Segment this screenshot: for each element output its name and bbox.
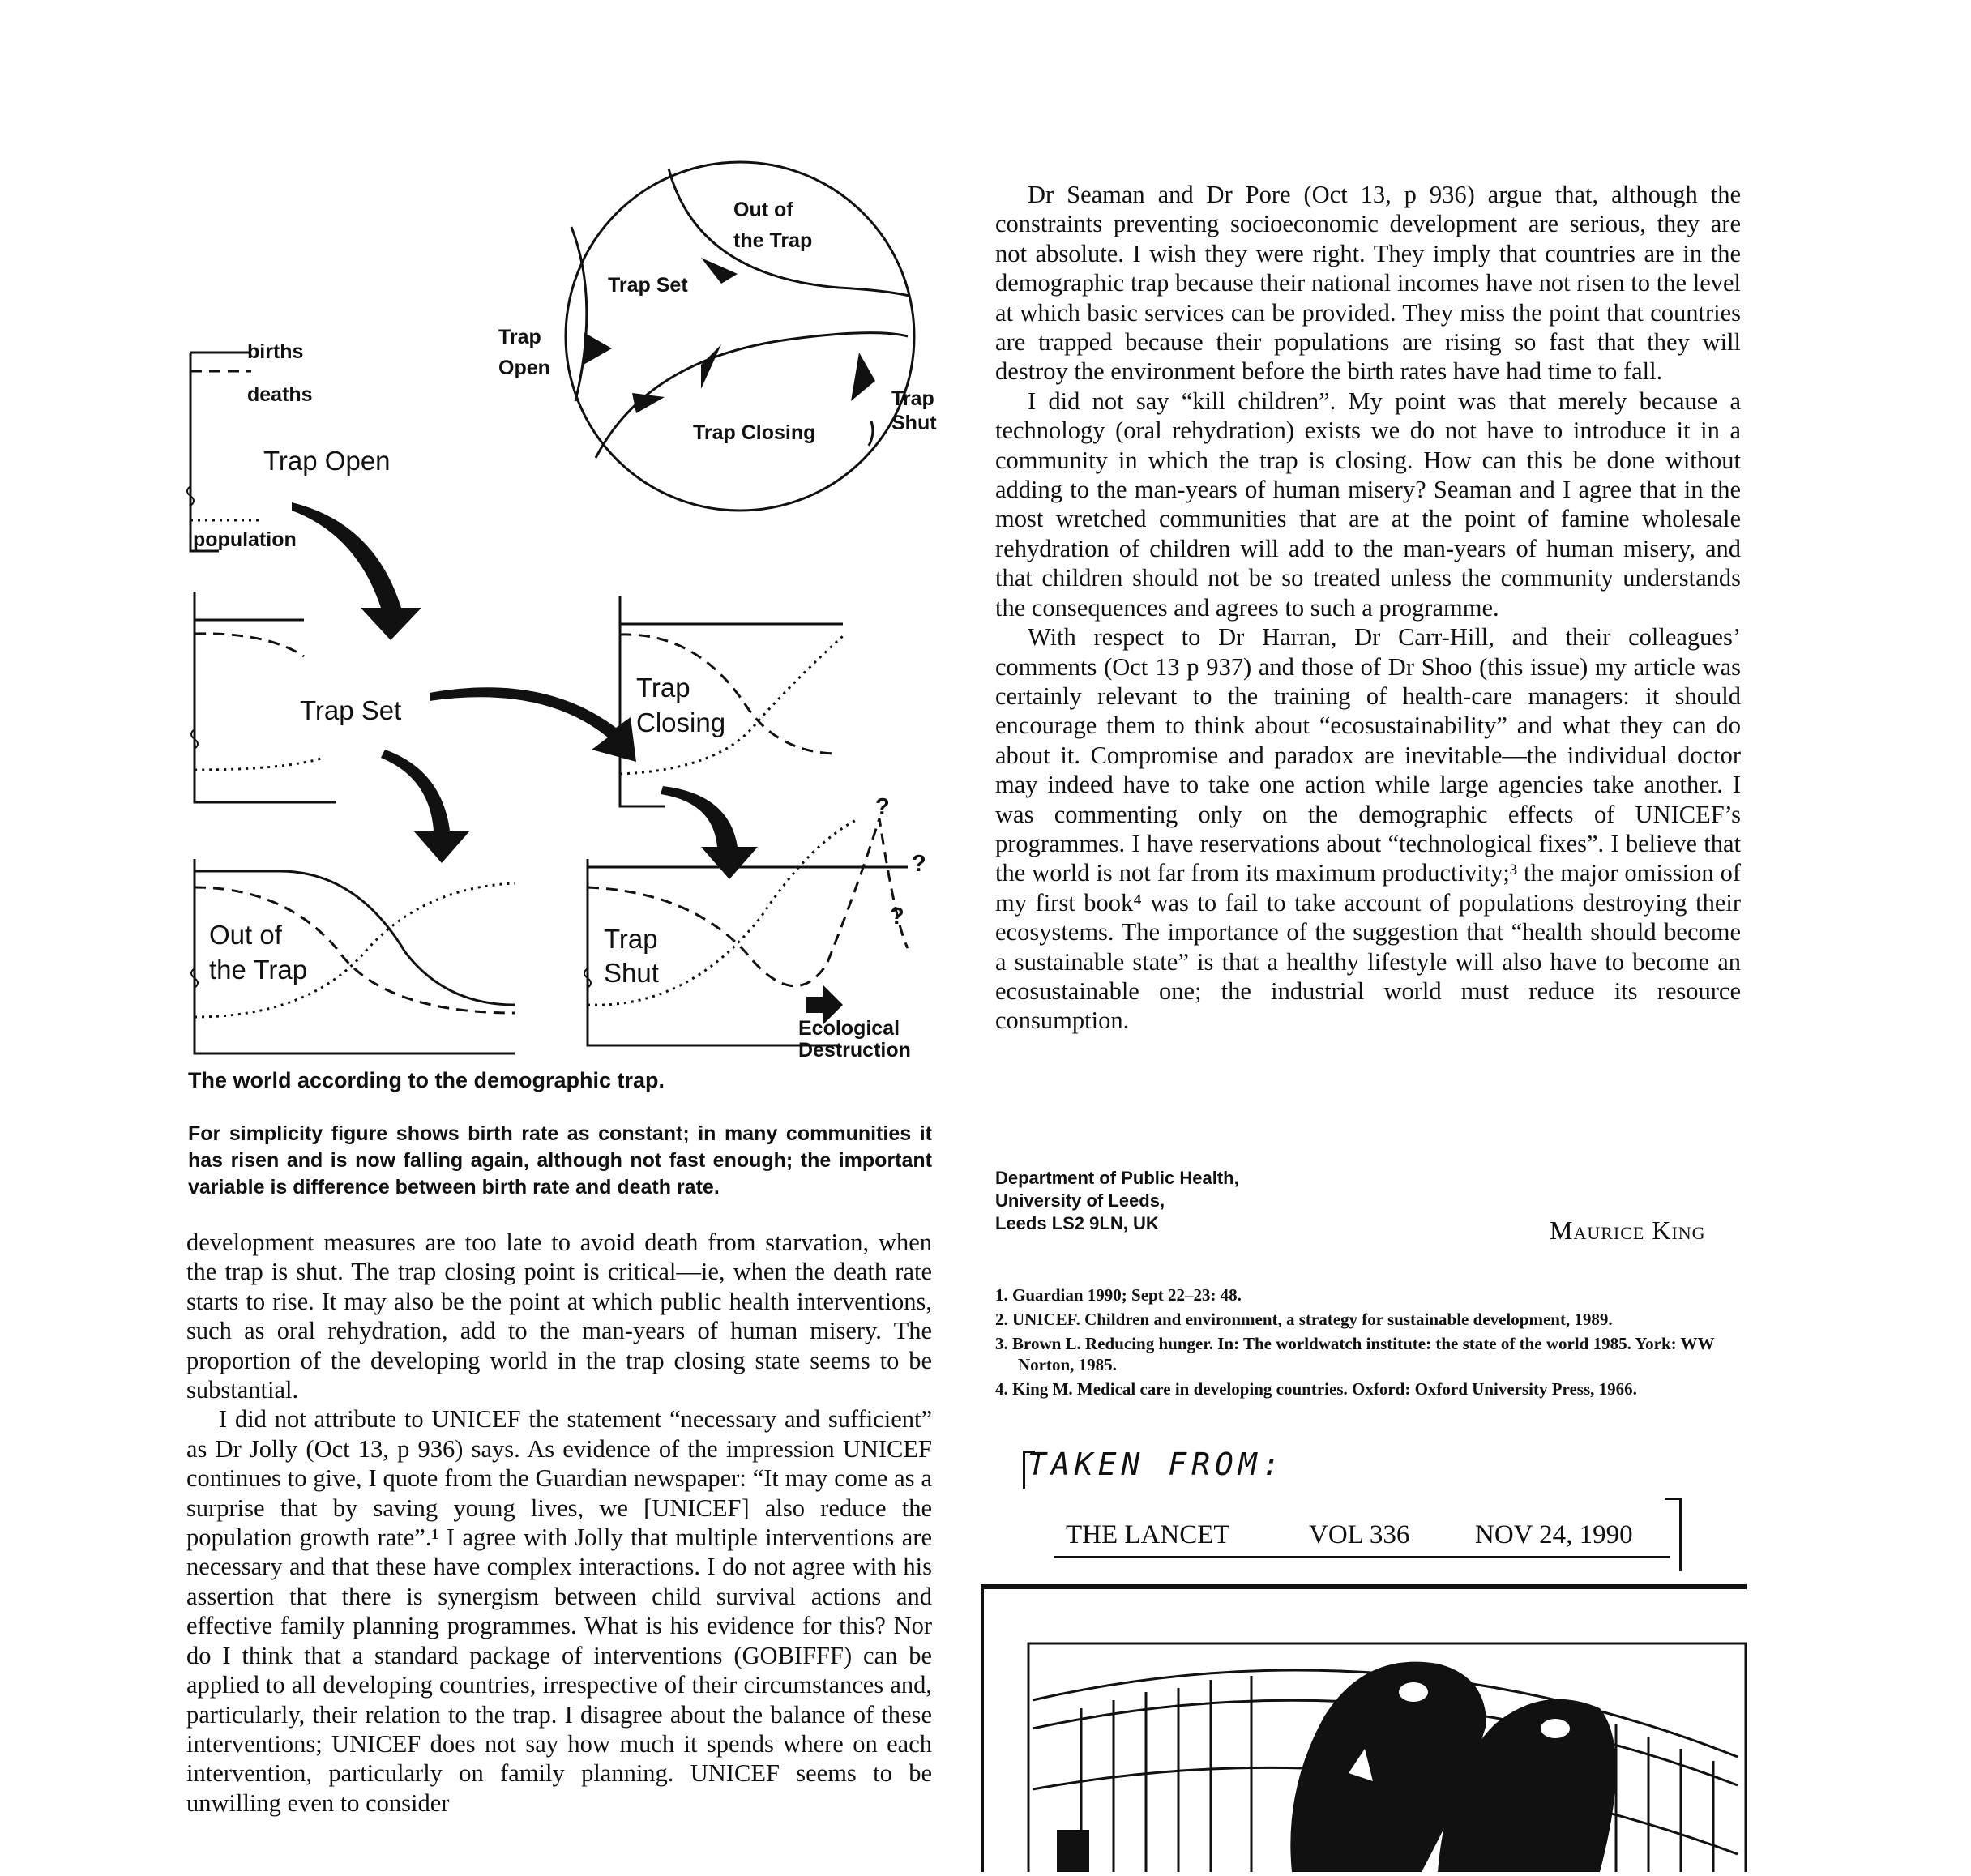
trap-shut-panel-label-2: Shut bbox=[604, 958, 659, 988]
circle-trap-open-label-2: Open bbox=[498, 357, 550, 379]
handwritten-note: TAKEN FROM: bbox=[1028, 1447, 1285, 1482]
question-mark-2: ? bbox=[912, 851, 926, 877]
right-paragraph-2: I did not say “kill children”. My point was that merely because a technology (oral rehydration) exists we do not have to introduce it in a community in which the trap is closing. How can this be done without adding to the man-years of human misery? Seaman and I agree that in the most wretched communities that are at the point of famine wholesale rehydration of children will add to the man-years of human misery, and that children should not be so treated unless the community understands the consequences and agrees to such a programme. bbox=[995, 387, 1741, 622]
right-paragraph-1: Dr Seaman and Dr Pore (Oct 13, p 936) argue that, although the constraints preventing socioeconomic development are serious, they are not absolute. I wish they were right. They imply that countries are in the demographic trap because their national incomes have not risen to the level at which basic services can be provided. They miss the point that countries are trapped because their populations are rising so fast that they will destroy the environment before the birth rates have had time to fall. bbox=[995, 181, 1741, 386]
out-of-trap-panel-label-2: the Trap bbox=[209, 955, 308, 985]
author-address bbox=[995, 1167, 1239, 1235]
ecological-label-2: Destruction bbox=[798, 1039, 911, 1062]
circle-trap-shut-label-1: Trap bbox=[891, 387, 934, 410]
source-date: NOV 24, 1990 bbox=[1475, 1520, 1633, 1549]
source-citation bbox=[1054, 1515, 1670, 1558]
source-volume: VOL 336 bbox=[1309, 1520, 1410, 1549]
circle-out-of-label-1: Out of bbox=[733, 199, 793, 221]
question-mark-3: ? bbox=[890, 904, 904, 929]
references-list bbox=[995, 1284, 1737, 1403]
trap-closing-panel-label-2: Closing bbox=[636, 707, 726, 737]
question-mark-1: ? bbox=[875, 794, 890, 820]
left-text-column bbox=[186, 1228, 932, 1818]
author-signature: Maurice King bbox=[1550, 1216, 1706, 1245]
arrow-set-to-closing bbox=[430, 687, 636, 762]
trap-shut-panel-label-1: Trap bbox=[604, 924, 658, 954]
circle-trap-closing-label: Trap Closing bbox=[693, 421, 816, 444]
circle-trap-shut-label-2: Shut bbox=[891, 412, 937, 434]
right-text-column bbox=[995, 180, 1741, 1036]
births-label: births bbox=[247, 340, 304, 363]
arrow-closing-to-shut bbox=[661, 786, 758, 879]
population-label: population bbox=[193, 528, 297, 551]
trap-open-panel-label: Trap Open bbox=[263, 446, 391, 476]
ecological-label-1: Ecological bbox=[798, 1017, 900, 1040]
right-paragraph-3: With respect to Dr Harran, Dr Carr-Hill, and their colleagues’ comments (Oct 13 p 937) and those of Dr Shoo (this issue) my article was certainly relevant to the training of health-care managers: it should encourage them to think about “ecosustainability” and what they can do about it. Compromise and paradox are inevitable—the individual doctor may indeed have to take one action while large agencies take another. I was commenting only on the demographic effects of UNICEF’s programmes. I have reservations about “technological fixes”. I believe that the world is not far from its maximum productivity;³ the major omission of my first book⁴ was to fail to take account of populations destroying their ecosystems. The importance of the suggestion that “health should become a sustainable state” is that a healthy lifestyle will also have to become an ecosustainable one; the industrial world must reduce its resource consumption. bbox=[995, 623, 1741, 1035]
left-paragraph-1: development measures are too late to avoid death from starvation, when the trap is shut. The trap closing point is critical—ie, when the death rate starts to rise. It may also be the point at which public health interventions, such as oral rehydration, add to the man-years of human misery. The proportion of the developing world in the trap closing state seems to be substantial. bbox=[186, 1229, 932, 1404]
figure-caption-title: The world according to the demographic trap. bbox=[188, 1068, 665, 1092]
deaths-label: deaths bbox=[247, 383, 313, 406]
source-journal: THE LANCET bbox=[1066, 1520, 1230, 1549]
left-paragraph-2: I did not attribute to UNICEF the statement “necessary and sufficient” as Dr Jolly (Oct 13, p 936) says. As evidence of the impression UNICEF continues to give, I quote from the Guardian newspaper: “It may come as a surprise that by saving young lives, we [UNICEF] also reduce the population growth rate”.¹ I agree with Jolly that multiple interventions are necessary and that these have complex interactions. I do not agree with his assertion that there is synergism between child survival actions and effective family planning programmes. What is his evidence for this? Nor do I think that a standard package of interventions (GOBIFFF) can be applied to all developing countries, irrespective of their circumstances and, particularly, their relation to the trap. I disagree about the balance of these interventions; UNICEF does not say how much it spends where on each intervention, particularly on family planning. UNICEF seems to be unwilling even to consider bbox=[186, 1405, 932, 1817]
demographic-trap-figure bbox=[162, 154, 948, 1070]
cartoon-drawing bbox=[984, 1587, 1750, 1872]
cartoon-illustration bbox=[981, 1587, 1750, 1872]
reference-item: 1. Guardian 1990; Sept 22–23: 48. bbox=[995, 1285, 1242, 1305]
reference-item: 3. Brown L. Reducing hunger. In: The worldwatch institute: the state of the world 1985. York: WW Norton, 1985. bbox=[995, 1334, 1715, 1374]
reference-item: 2. UNICEF. Children and environment, a strategy for sustainable development, 1989. bbox=[995, 1310, 1613, 1329]
citation-bracket bbox=[1665, 1498, 1682, 1571]
address-line-3: Leeds LS2 9LN, UK bbox=[995, 1213, 1159, 1233]
arrow-open-to-set bbox=[292, 502, 421, 640]
figure-caption-body: For simplicity figure shows birth rate as constant; in many communities it has risen and is now falling again, although not fast enough; the important variable is difference between birth rate and death rate. bbox=[188, 1122, 932, 1199]
reference-item: 4. King M. Medical care in developing countries. Oxford: Oxford University Press, 1966. bbox=[995, 1379, 1637, 1399]
address-line-1: Department of Public Health, bbox=[995, 1168, 1239, 1188]
arrow-set-to-out bbox=[381, 750, 470, 863]
trap-closing-panel-label-1: Trap bbox=[636, 673, 690, 703]
out-of-trap-panel-label-1: Out of bbox=[209, 920, 282, 950]
address-line-2: University of Leeds, bbox=[995, 1190, 1165, 1211]
trap-set-panel-label: Trap Set bbox=[300, 695, 402, 725]
circle-out-of-label-2: the Trap bbox=[733, 229, 813, 252]
circle-trap-open-label-1: Trap bbox=[498, 326, 541, 348]
circle-trap-set-label: Trap Set bbox=[608, 274, 688, 297]
